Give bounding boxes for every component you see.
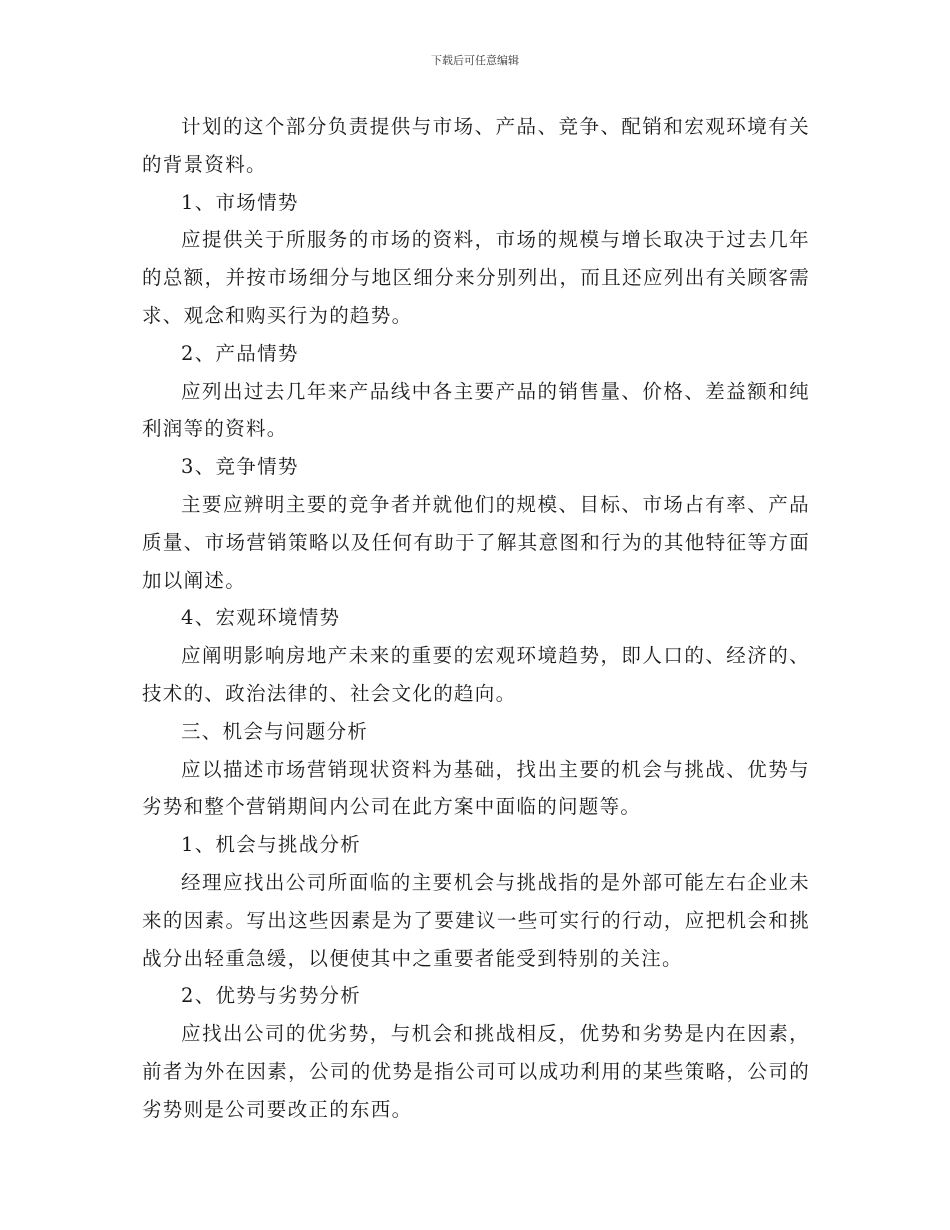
macro-environment-paragraph: 应阐明影响房地产未来的重要的宏观环境趋势，即人口的、经济的、技术的、政治法律的、社会文化的趋向。 bbox=[142, 644, 810, 705]
market-situation-paragraph: 应提供关于所服务的市场的资料，市场的规模与增长取决于过去几年的总额，并按市场细分与地区细分来分别列出，而且还应列出有关顾客需求、观念和购买行为的趋势。 bbox=[142, 228, 810, 327]
opportunity-challenge-paragraph: 经理应找出公司所面临的主要机会与挑战指的是外部可能左右企业未来的因素。写出这些因素是为了要建议一些可实行的行动，应把机会和挑战分出轻重急缓，以便使其中之重要者能受到特别的关注。 bbox=[142, 870, 810, 970]
product-situation-paragraph: 应列出过去几年来产品线中各主要产品的销售量、价格、差益额和纯利润等的资料。 bbox=[142, 379, 810, 441]
heading-opportunity-challenge: 1、机会与挑战分析 bbox=[181, 833, 362, 857]
heading-macro-environment: 4、宏观环境情势 bbox=[181, 606, 341, 630]
competition-situation-paragraph: 主要应辨明主要的竞争者并就他们的规模、目标、市场占有率、产品质量、市场营销策略以及任何有助于了解其意图和行为的其他特征等方面加以阐述。 bbox=[142, 492, 810, 592]
intro-paragraph: 计划的这个部分负责提供与市场、产品、竞争、配销和宏观环境有关的背景资料。 bbox=[142, 115, 810, 176]
heading-opportunity-problem-analysis: 三、机会与问题分析 bbox=[181, 719, 369, 743]
heading-product-situation: 2、产品情势 bbox=[181, 341, 299, 365]
page-header: 下载后可任意编辑 bbox=[431, 54, 519, 67]
heading-competition-situation: 3、竞争情势 bbox=[181, 455, 299, 479]
heading-market-situation: 1、市场情势 bbox=[181, 190, 299, 214]
strength-weakness-paragraph: 应找出公司的优劣势，与机会和挑战相反，优势和劣势是内在因素，前者为外在因素，公司的优势是指公司可以成功利用的某些策略，公司的劣势则是公司要改正的东西。 bbox=[142, 1022, 810, 1121]
opportunity-problem-paragraph: 应以描述市场营销现状资料为基础，找出主要的机会与挑战、优势与劣势和整个营销期间内公司在此方案中面临的问题等。 bbox=[142, 757, 810, 819]
heading-strength-weakness: 2、优势与劣势分析 bbox=[181, 984, 362, 1008]
document-body bbox=[142, 108, 810, 1129]
